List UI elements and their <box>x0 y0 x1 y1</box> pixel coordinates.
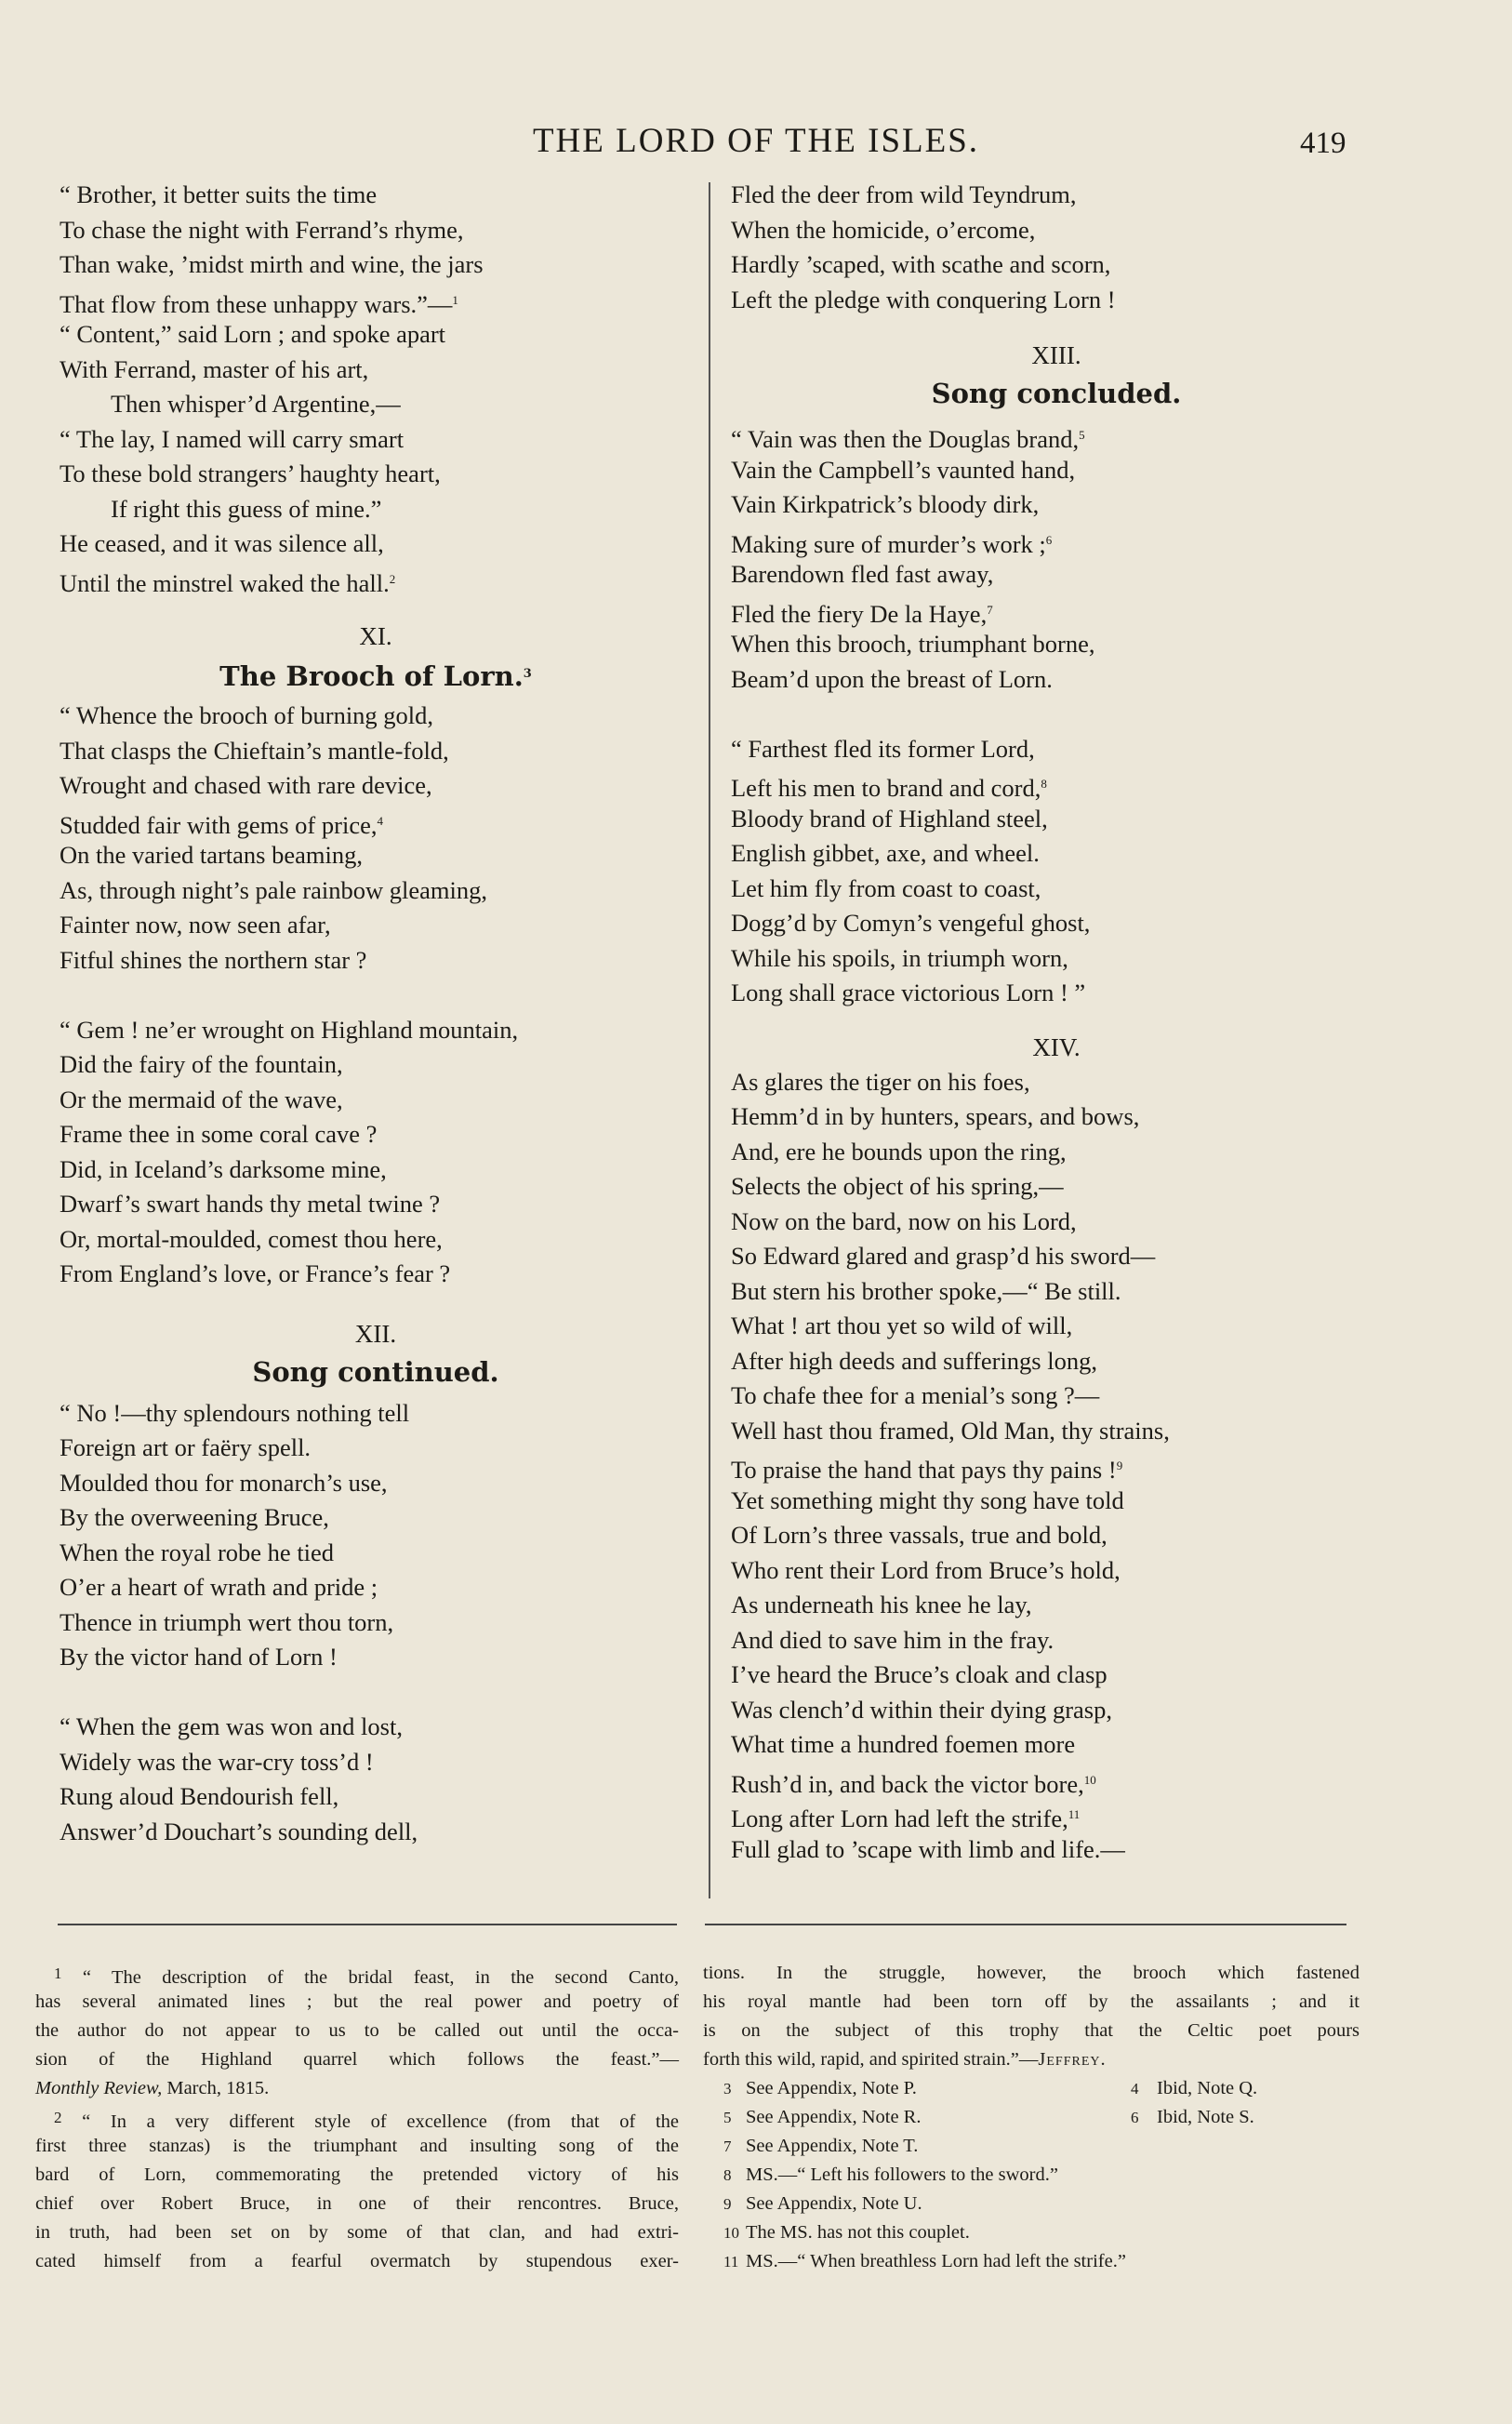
verse-line: Well hast thou framed, Old Man, thy strains, <box>731 1416 1170 1445</box>
verse-line: I’ve heard the Bruce’s cloak and clasp <box>731 1660 1107 1688</box>
verse-line: Bloody brand of Highland steel, <box>731 804 1048 832</box>
verse-line: Rung aloud Bendourish fell, <box>60 1782 339 1810</box>
verse-line <box>60 804 692 839</box>
verse-line: Or, mortal-moulded, comest thou here, <box>60 1224 443 1253</box>
verse-line <box>60 562 692 597</box>
verse-line: Fled the deer from wild Teyndrum, <box>731 180 1077 208</box>
verse-text: Until the minstrel waked the hall. <box>60 568 390 597</box>
footnote-text: March, 1815. <box>162 2078 270 2098</box>
verse-line: On the varied tartans beaming, <box>60 841 363 869</box>
footnote-number: 10 <box>723 2224 739 2242</box>
verse-line <box>731 1448 1382 1484</box>
verse-line: “ Brother, it better suits the time <box>60 180 378 208</box>
verse-line: So Edward glared and grasp’d his sword— <box>731 1242 1156 1270</box>
footnote-text: MS.—“ Left his followers to the sword.” <box>746 2164 1058 2185</box>
verse-text: Fled the fiery De la Haye, <box>731 599 988 628</box>
verse-line <box>731 1763 1382 1798</box>
verse-line: Now on the bard, now on his Lord, <box>731 1206 1077 1235</box>
verse-line: From England’s love, or France’s fear ? <box>60 1259 451 1287</box>
verse-line: “ Content,” said Lorn ; and spoke apart <box>60 320 446 348</box>
verse-line: Thence in triumph wert thou torn, <box>60 1607 394 1636</box>
verse-line: O’er a heart of wrath and pride ; <box>60 1573 378 1601</box>
stanza-break <box>60 1675 692 1711</box>
footnote-ref: 8 <box>1041 777 1047 791</box>
section-heading: Song continued. <box>252 1355 499 1388</box>
verse-line: Dogg’d by Comyn’s vengeful ghost, <box>731 909 1091 937</box>
verse-line <box>731 593 1382 628</box>
verse-line: Who rent their Lord from Bruce’s hold, <box>731 1555 1121 1584</box>
footnote-line <box>35 2074 679 2103</box>
section-heading: Song concluded. <box>931 378 1182 409</box>
verse-line: And died to save him in the fray. <box>731 1625 1054 1654</box>
verse-text: Studded fair with gems of price, <box>60 810 378 839</box>
footnote-rule <box>58 1924 677 1925</box>
footnote-line <box>703 2218 1359 2247</box>
verse-line: Foreign art or faëry spell. <box>60 1433 312 1461</box>
footnote-line <box>703 2045 1359 2074</box>
right-column <box>731 178 1382 1867</box>
verse-line: By the overweening Bruce, <box>60 1503 329 1531</box>
footnotes-right <box>703 1959 1359 2276</box>
footnote-text: Ibid, Note S. <box>1157 2107 1254 2127</box>
footnotes-left <box>35 1959 679 2276</box>
verse-line: Long shall grace victorious Lorn ! ” <box>731 979 1086 1006</box>
footnote-number: 4 <box>1131 2080 1139 2098</box>
footnote-ref: 5 <box>1079 428 1085 442</box>
footnote-text: See Appendix, Note P. <box>746 2078 917 2098</box>
verse-line: Selects the object of his spring,— <box>731 1172 1064 1200</box>
verse-text: Left his men to brand and cord, <box>731 774 1041 802</box>
footnote-ref: 11 <box>1068 1807 1081 1821</box>
verse-line: Full glad to ’scape with limb and life.— <box>731 1834 1125 1863</box>
verse-line <box>731 523 1382 558</box>
verse-line: If right this guess of mine.” <box>111 494 382 523</box>
verse-line: Widely was the war-cry toss’d ! <box>60 1747 374 1776</box>
footnote-source: Monthly Review, <box>35 2078 163 2098</box>
verse-line: That clasps the Chieftain’s mantle-fold, <box>60 736 449 765</box>
footnote-pair <box>703 2074 1359 2103</box>
verse-line: Vain the Campbell’s vaunted hand, <box>731 455 1076 484</box>
footnote-ref: 7 <box>987 602 993 617</box>
footnote-line <box>703 2247 1359 2276</box>
footnote-line: cated himself from a fearful overmatch by stupendous exer- <box>35 2251 679 2271</box>
footnote-text: “ In a very different style of excellence (from that of the <box>82 2111 680 2132</box>
footnote-ref: 4 <box>377 813 383 828</box>
verse-line: Barendown fled fast away, <box>731 560 994 588</box>
stanza-break <box>60 978 692 1013</box>
verse-line: “ No !—thy splendours nothing tell <box>60 1398 410 1427</box>
verse-line: Vain Kirkpatrick’s bloody dirk, <box>731 490 1040 518</box>
verse-line: To chase the night with Ferrand’s rhyme, <box>60 215 464 244</box>
verse-line: Did, in Iceland’s darksome mine, <box>60 1154 387 1183</box>
footnote-text: MS.—“ When breathless Lorn had left the strife.” <box>746 2251 1126 2271</box>
verse-line: Did the fairy of the fountain, <box>60 1050 343 1078</box>
verse-text: That flow from these unhappy wars.”— <box>60 289 453 318</box>
verse-line: Fitful shines the northern star ? <box>60 945 367 974</box>
footnote-pair <box>703 2103 1359 2132</box>
footnote-line <box>35 1959 679 1988</box>
section-numeral: XIV. <box>1032 1032 1081 1061</box>
footnote-line <box>703 2161 1359 2190</box>
verse-line: Answer’d Douchart’s sounding dell, <box>60 1817 418 1845</box>
verse-line: By the victor hand of Lorn ! <box>60 1643 338 1671</box>
footnote-number: 11 <box>723 2253 739 2271</box>
section-numeral: XIII. <box>1031 341 1081 369</box>
footnote-line: chief over Robert Bruce, in one of their rencontres. Bruce, <box>35 2193 679 2214</box>
verse-line: “ Whence the brooch of burning gold, <box>60 701 434 729</box>
verse-line: “ Farthest fled its former Lord, <box>731 734 1035 763</box>
verse-line <box>60 283 692 318</box>
footnote-second <box>1131 2103 1254 2132</box>
verse-line: Wrought and chased with rare device, <box>60 771 432 799</box>
verse-line: “ When the gem was won and lost, <box>60 1712 403 1740</box>
verse-line: Dwarf’s swart hands thy metal twine ? <box>60 1190 441 1218</box>
footnote-number: 8 <box>723 2166 732 2184</box>
verse-line: Moulded thou for monarch’s use, <box>60 1468 388 1497</box>
verse-line: Was clench’d within their dying grasp, <box>731 1695 1112 1724</box>
verse-text: Rush’d in, and back the victor bore, <box>731 1769 1084 1798</box>
verse-line: Than wake, ’midst mirth and wine, the jars <box>60 250 484 278</box>
page-number: 419 <box>1300 127 1346 160</box>
footnote-ref: 9 <box>1116 1458 1123 1472</box>
left-column <box>60 178 692 1849</box>
verse-line: With Ferrand, master of his art, <box>60 354 369 383</box>
verse-line: After high deeds and sufferings long, <box>731 1346 1097 1375</box>
verse-line: Let him fly from coast to coast, <box>731 873 1041 902</box>
section-heading <box>60 654 692 695</box>
heading-text: The Brooch of Lorn. <box>219 660 524 692</box>
verse-line: English gibbet, axe, and wheel. <box>731 839 1040 867</box>
footnote-number: 6 <box>1131 2109 1139 2126</box>
footnote-ref: 10 <box>1083 1772 1096 1787</box>
verse-text: Long after Lorn had left the strife, <box>731 1805 1068 1832</box>
footnote-second <box>1131 2074 1257 2103</box>
footnote-line: first three stanzas) is the triumphant and insulting song of the <box>35 2136 679 2156</box>
verse-line: And, ere he bounds upon the ring, <box>731 1137 1067 1165</box>
verse-line: While his spoils, in triumph worn, <box>731 943 1068 972</box>
verse-block <box>60 178 692 596</box>
footnote-number: 1 <box>54 1965 62 1982</box>
verse-line <box>731 1797 1382 1832</box>
footnote-text: forth this wild, rapid, and spirited strain.”— <box>703 2049 1039 2070</box>
column-divider <box>709 182 710 1898</box>
footnote-line <box>703 2132 1359 2161</box>
verse-line: But stern his brother spoke,—“ Be still. <box>731 1276 1121 1305</box>
verse-text: Making sure of murder’s work ; <box>731 529 1046 558</box>
verse-line: Yet something might thy song have told <box>731 1485 1124 1514</box>
footnote-line: his royal mantle had been torn off by the assailants ; and it <box>703 1991 1359 2012</box>
verse-line: Beam’d upon the breast of Lorn. <box>731 664 1053 693</box>
verse-line <box>731 766 1382 802</box>
verse-line: Left the pledge with conquering Lorn ! <box>731 285 1116 313</box>
footnote-line: is on the subject of this trophy that the Celtic poet pours <box>703 2020 1359 2041</box>
footnote-number: 2 <box>54 2109 62 2126</box>
footnote-line: the author do not appear to us to be called out until the occa- <box>35 2020 679 2041</box>
footnote-source: Jeffrey. <box>1038 2049 1107 2070</box>
footnote-text: “ The description of the bridal feast, in the second Canto, <box>82 1967 679 1988</box>
verse-text: To praise the hand that pays thy pains ! <box>731 1456 1117 1484</box>
verse-line: When the royal robe he tied <box>60 1538 335 1566</box>
verse-line: As, through night’s pale rainbow gleaming, <box>60 875 487 904</box>
verse-line: To chafe thee for a menial’s song ?— <box>731 1381 1100 1409</box>
verse-line: As glares the tiger on his foes, <box>731 1067 1030 1096</box>
footnote-ref: 6 <box>1045 532 1053 547</box>
footnote-line: tions. In the struggle, however, the brooch which fastened <box>703 1963 1359 1983</box>
footnote-line: in truth, had been set on by some of that clan, and had extri- <box>35 2222 679 2243</box>
verse-line: What ! art thou yet so wild of will, <box>731 1312 1073 1339</box>
verse-line: “ The lay, I named will carry smart <box>60 424 405 453</box>
verse-line: To these bold strangers’ haughty heart, <box>60 459 441 487</box>
verse-line: When this brooch, triumphant borne, <box>731 630 1095 658</box>
footnote-text: See Appendix, Note T. <box>746 2136 919 2156</box>
verse-line: Of Lorn’s three vassals, true and bold, <box>731 1521 1107 1549</box>
footnote-text: See Appendix, Note R. <box>746 2107 922 2127</box>
footnote-number: 5 <box>723 2109 732 2126</box>
verse-text: “ Vain was then the Douglas brand, <box>731 425 1080 453</box>
running-title: THE LORD OF THE ISLES. <box>532 122 980 160</box>
verse-line: Fainter now, now seen afar, <box>60 911 331 939</box>
footnote-rule <box>705 1924 1346 1925</box>
verse-line: “ Gem ! ne’er wrought on Highland mountain, <box>60 1015 519 1044</box>
verse-line: He ceased, and it was silence all, <box>60 529 384 557</box>
verse-line: As underneath his knee he lay, <box>731 1591 1032 1618</box>
verse-line: Hardly ’scaped, with scathe and scorn, <box>731 250 1111 278</box>
verse-line: Frame thee in some coral cave ? <box>60 1120 378 1148</box>
footnote-number: 3 <box>723 2080 732 2098</box>
footnote-ref: 3 <box>523 667 532 681</box>
section-numeral: XII. <box>354 1319 397 1348</box>
footnote-number: 9 <box>723 2195 732 2213</box>
section-numeral: XI. <box>359 622 392 650</box>
footnote-line: has several animated lines ; but the real power and poetry of <box>35 1991 679 2012</box>
footnote-line: sion of the Highland quarrel which follows the feast.”— <box>35 2049 679 2070</box>
footnote-text: Ibid, Note Q. <box>1157 2078 1258 2098</box>
footnote-line <box>35 2103 679 2132</box>
footnote-line <box>703 2190 1359 2218</box>
footnote-number: 7 <box>723 2138 732 2155</box>
verse-line: Hemm’d in by hunters, spears, and bows, <box>731 1102 1140 1130</box>
verse-line: What time a hundred foemen more <box>731 1730 1076 1758</box>
verse-line: When the homicide, o’ercome, <box>731 215 1036 244</box>
verse-line: Or the mermaid of the wave, <box>60 1085 343 1113</box>
verse-line: Then whisper’d Argentine,— <box>111 390 401 418</box>
verse-line <box>731 418 1382 453</box>
stanza-break <box>731 697 1382 732</box>
footnote-text: The MS. has not this couplet. <box>746 2222 970 2243</box>
footnote-ref: 1 <box>452 292 458 307</box>
footnote-text: See Appendix, Note U. <box>746 2193 922 2214</box>
footnote-ref: 2 <box>389 571 396 586</box>
footnote-line: bard of Lorn, commemorating the pretended victory of his <box>35 2164 679 2185</box>
